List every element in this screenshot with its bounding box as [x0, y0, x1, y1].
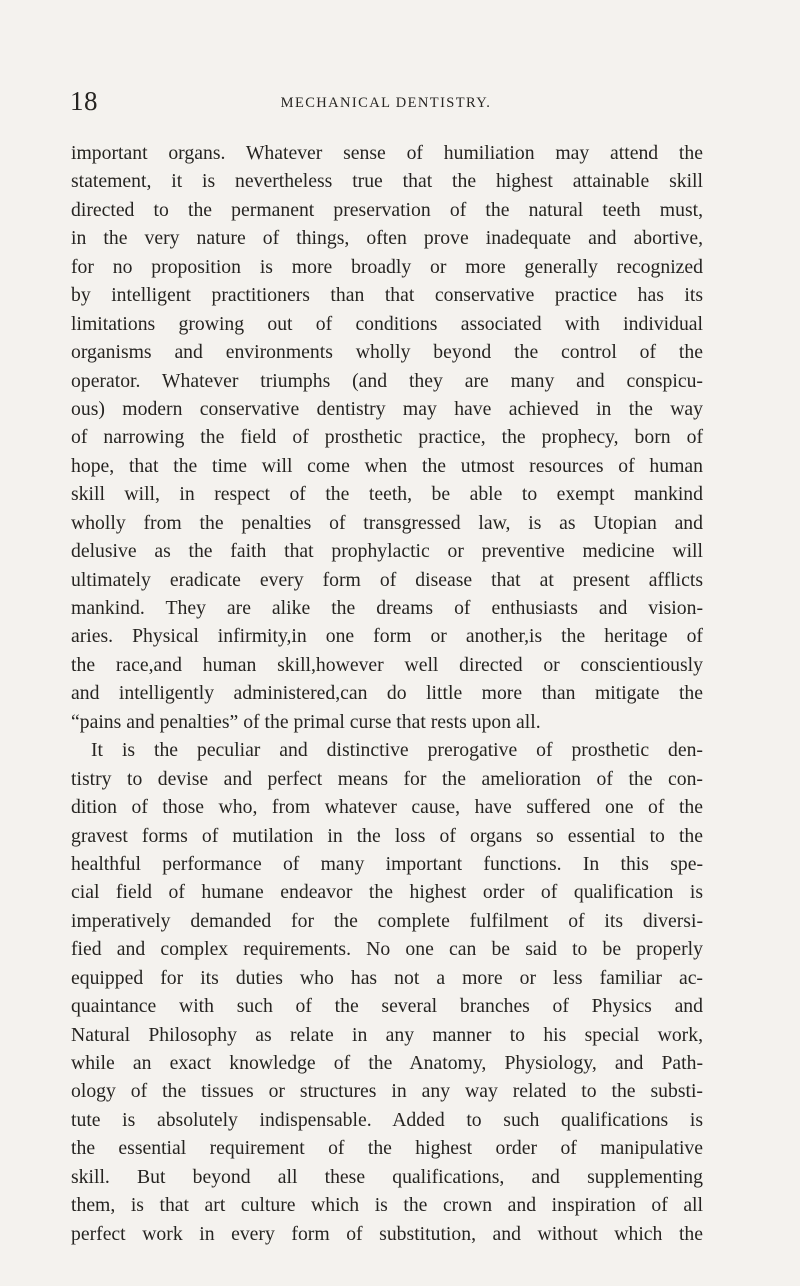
text-line: quaintance with such of the several branches of Physics and [71, 995, 703, 1018]
text-line: imperatively demanded for the complete fulfilment of its diversi- [71, 909, 703, 932]
text-line: in the very nature of things, often prove inadequate and abortive, [71, 227, 703, 250]
text-line: organisms and environments wholly beyond the control of the [71, 341, 703, 364]
text-line: operator. Whatever triumphs (and they are many and conspicu- [71, 369, 703, 392]
text-line: gravest forms of mutilation in the loss of organs so essential to the [71, 824, 703, 847]
text-line: limitations growing out of conditions associated with individual [71, 312, 703, 335]
text-line: “pains and penalties” of the primal curse that rests upon all. [71, 710, 541, 733]
body-text [71, 139, 703, 1248]
text-line: by intelligent practitioners than that conservative practice has its [71, 284, 703, 307]
text-line: equipped for its duties who has not a more or less familiar ac- [71, 966, 703, 989]
text-line: wholly from the penalties of transgressed law, is as Utopian and [71, 511, 703, 534]
text-line: for no proposition is more broadly or more generally recognized [71, 255, 703, 278]
text-line: the essential requirement of the highest order of manipulative [71, 1137, 703, 1160]
text-line: aries. Physical infirmity,in one form or another,is the heritage of [71, 625, 703, 648]
text-line: dition of those who, from whatever cause, have suffered one of the [71, 796, 703, 819]
running-title: MECHANICAL DENTISTRY. [280, 95, 492, 111]
text-line: fied and complex requirements. No one can be said to be properly [71, 938, 703, 961]
text-line: skill. But beyond all these qualifications, and supplementing [71, 1165, 703, 1188]
page-number: 18 [70, 86, 98, 116]
text-line: directed to the permanent preservation of the natural teeth must, [71, 198, 703, 221]
text-line: statement, it is nevertheless true that the highest attainable skill [71, 170, 703, 193]
text-line: cial field of humane endeavor the highest order of qualification is [71, 881, 703, 904]
text-line: ology of the tissues or structures in any way related to the substi- [71, 1080, 703, 1103]
text-line: ultimately eradicate every form of disease that at present afflicts [71, 568, 703, 591]
text-line: the race,and human skill,however well directed or conscientiously [71, 653, 703, 676]
text-line: It is the peculiar and distinctive prerogative of prosthetic den- [91, 739, 703, 762]
text-line: tistry to devise and perfect means for the amelioration of the con- [71, 767, 703, 790]
text-line: important organs. Whatever sense of humiliation may attend the [71, 142, 703, 164]
text-line: skill will, in respect of the teeth, be able to exempt mankind [71, 483, 703, 506]
text-line: perfect work in every form of substitution, and without which the [71, 1222, 703, 1245]
text-line: them, is that art culture which is the crown and inspiration of all [71, 1194, 703, 1217]
running-head [70, 86, 702, 116]
text-line: while an exact knowledge of the Anatomy, Physiology, and Path- [71, 1052, 703, 1074]
text-line: Natural Philosophy as relate in any manner to his special work, [71, 1023, 703, 1046]
text-line: healthful performance of many important functions. In this spe- [71, 852, 703, 875]
text-line: mankind. They are alike the dreams of enthusiasts and vision- [71, 597, 703, 619]
text-line: and intelligently administered,can do little more than mitigate the [71, 682, 703, 705]
text-line: ous) modern conservative dentistry may have achieved in the way [71, 397, 703, 420]
text-line: delusive as the faith that prophylactic or preventive medicine will [71, 540, 703, 563]
text-line: hope, that the time will come when the utmost resources of human [71, 454, 703, 477]
text-line: tute is absolutely indispensable. Added to such qualifications is [71, 1108, 703, 1131]
text-line: of narrowing the field of prosthetic practice, the prophecy, born of [71, 426, 703, 449]
